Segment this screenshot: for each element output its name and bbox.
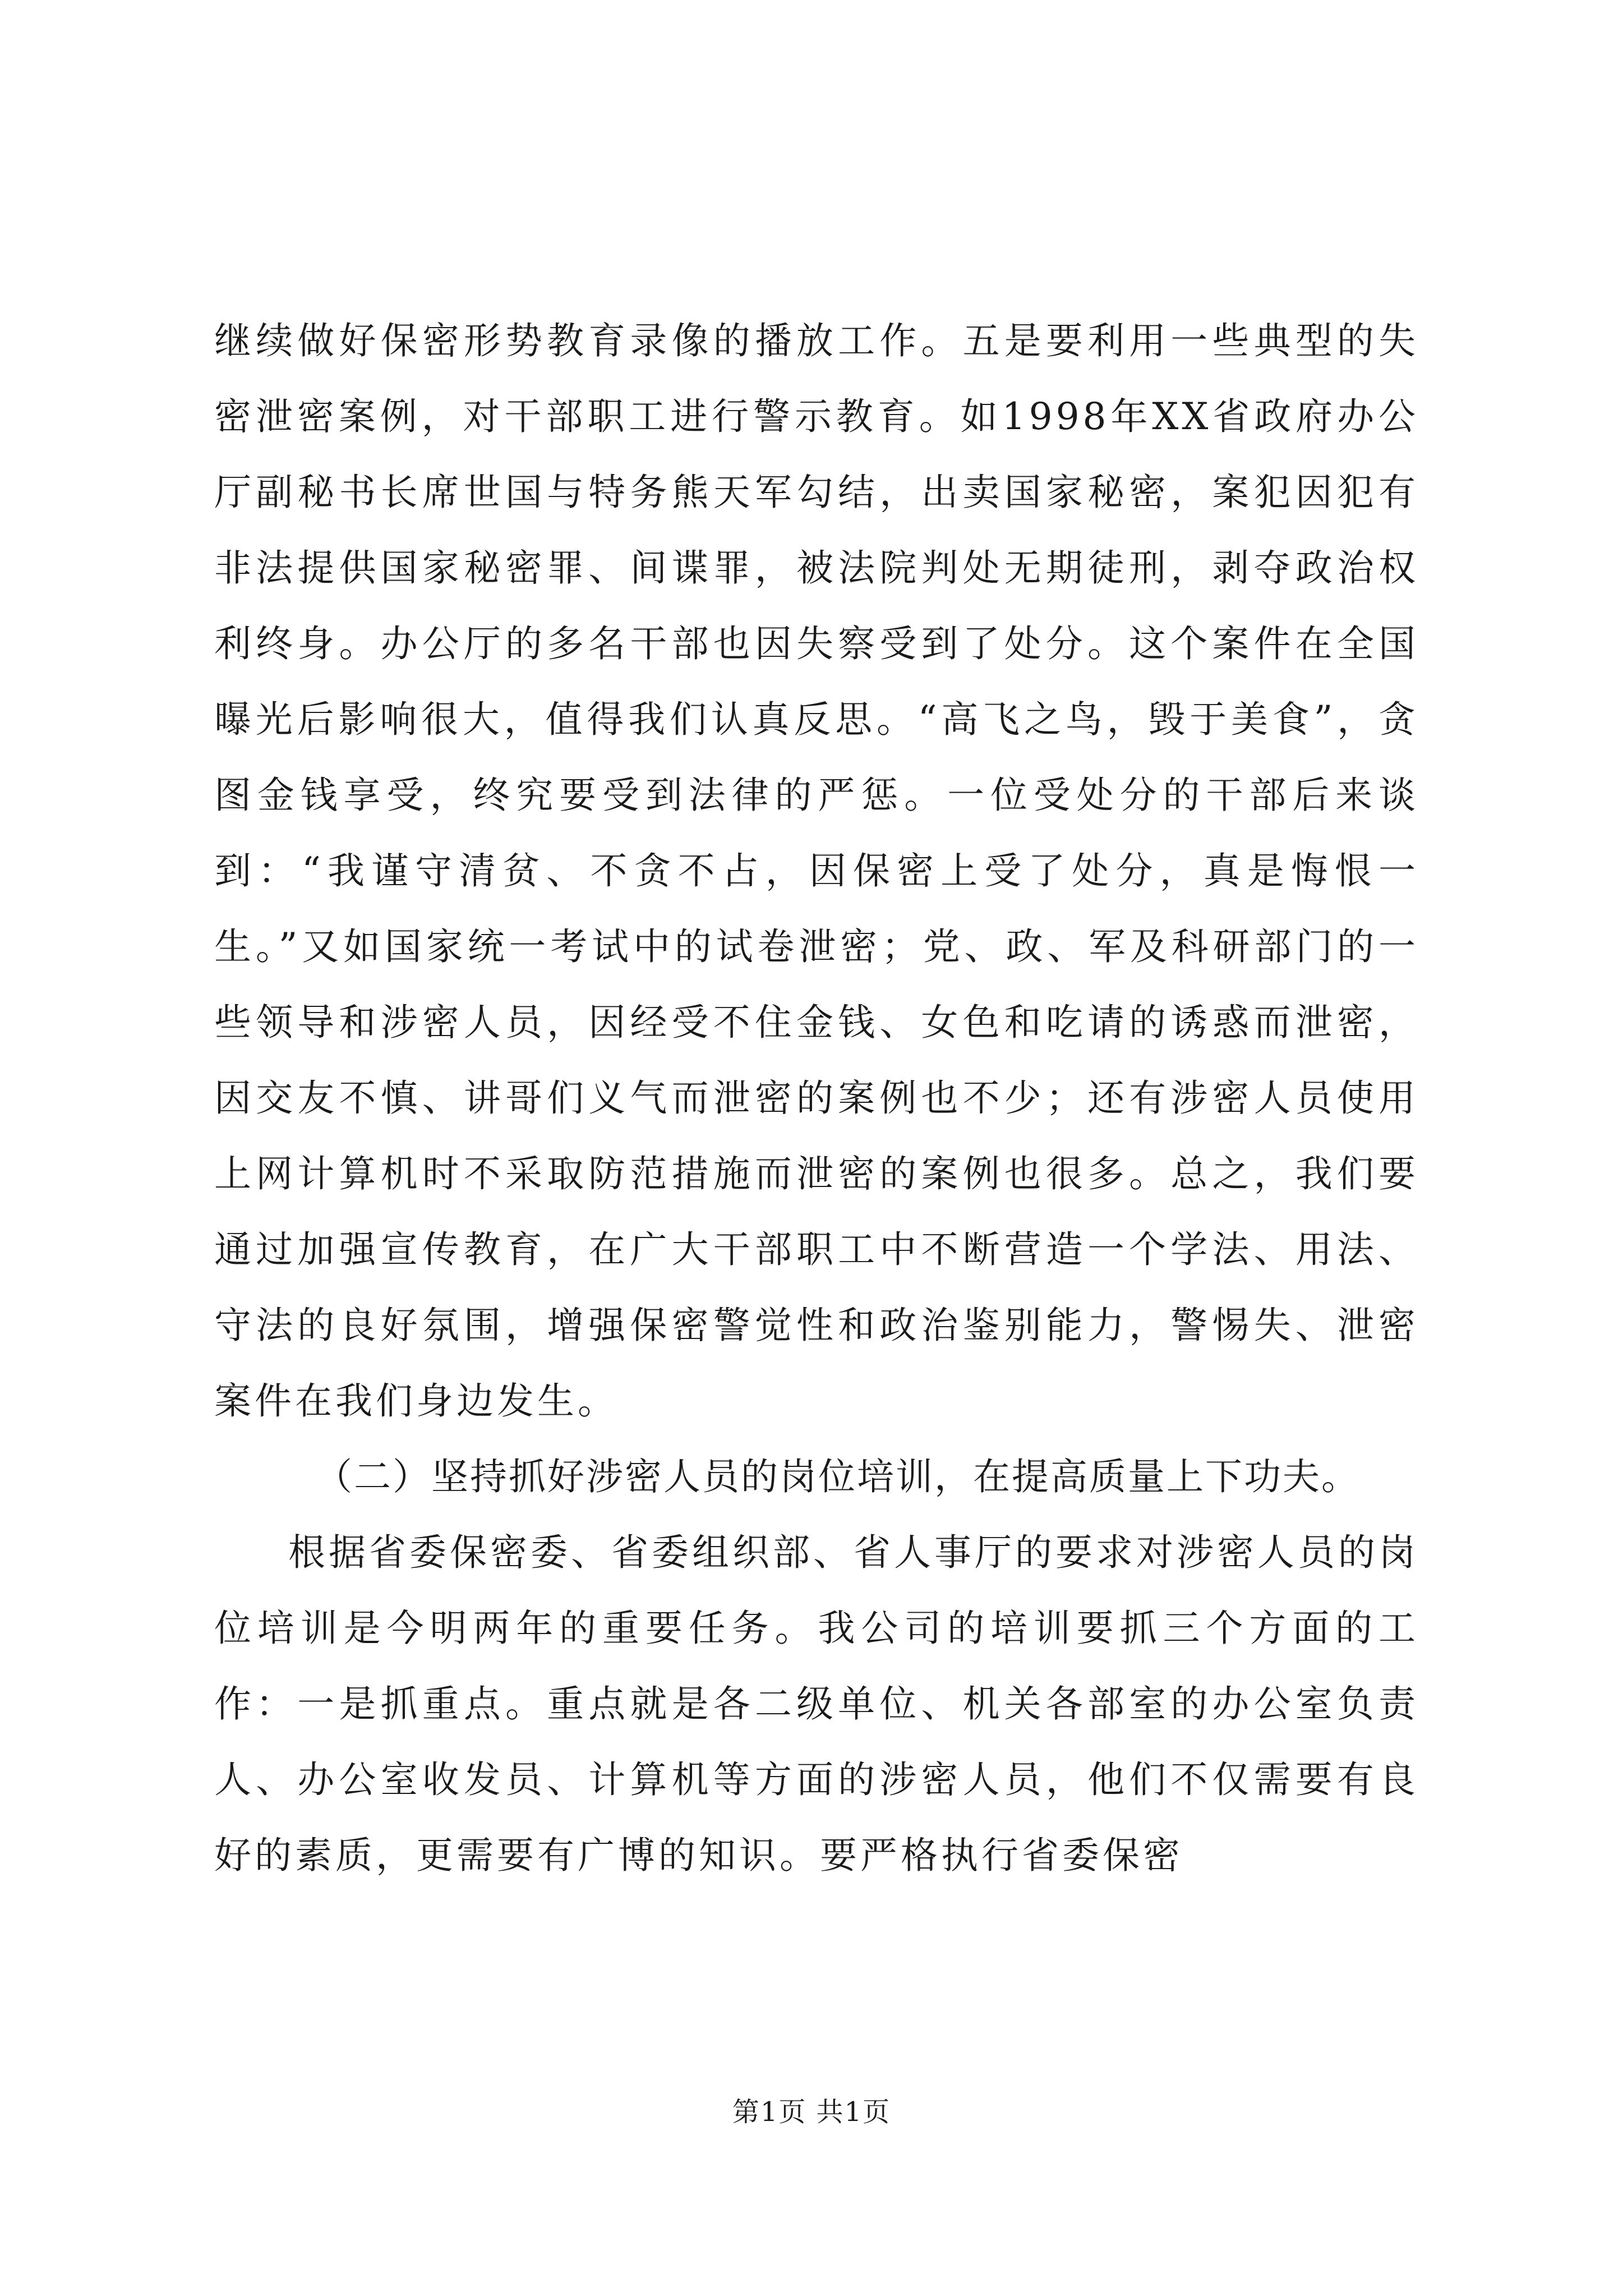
- document-body: [214, 303, 1419, 1893]
- section-heading: （二）坚持抓好涉密人员的岗位培训，在提高质量上下功夫。: [315, 1455, 1360, 1498]
- page-footer: 第1页 共1页: [732, 2096, 891, 2128]
- paragraph-continued: 继续做好保密形势教育录像的播放工作。五是要利用一些典型的失密泄密案例，对干部职工进行警示教育。如1998年XX省政府办公厅副秘书长席世国与特务熊天军勾结，出卖国家秘密，案犯因犯有非法提供国家秘密罪、间谍罪，被法院判处无期徒刑，剥夺政治权利终身。办公厅的多名干部也因失察受到了处分。这个案件在全国曝光后影响很大，值得我们认真反思。“高飞之鸟，毁于美食”，贪图金钱享受，终究要受到法律的严惩。一位受处分的干部后来谈到：“我谨守清贫、不贪不占，因保密上受了处分，真是悔恨一生。”又如国家统一考试中的试卷泄密；党、政、军及科研部门的一些领导和涉密人员，因经受不住金钱、女色和吃请的诱惑而泄密，因交友不慎、讲哥们义气而泄密的案例也不少；还有涉密人员使用上网计算机时不采取防范措施而泄密的案例也很多。总之，我们要通过加强宣传教育，在广大干部职工中不断营造一个学法、用法、守法的良好氛围，增强保密警觉性和政治鉴别能力，警惕失、泄密案件在我们身边发生。: [214, 319, 1419, 1423]
- paragraph-indented: 根据省委保密委、省委组织部、省人事厅的要求对涉密人员的岗位培训是今明两年的重要任务。我公司的培训要抓三个方面的工作：一是抓重点。重点就是各二级单位、机关各部室的办公室负责人、办公室收发员、计算机等方面的涉密人员，他们不仅需要有良好的素质，更需要有广博的知识。要严格执行省委保密: [214, 1531, 1419, 1877]
